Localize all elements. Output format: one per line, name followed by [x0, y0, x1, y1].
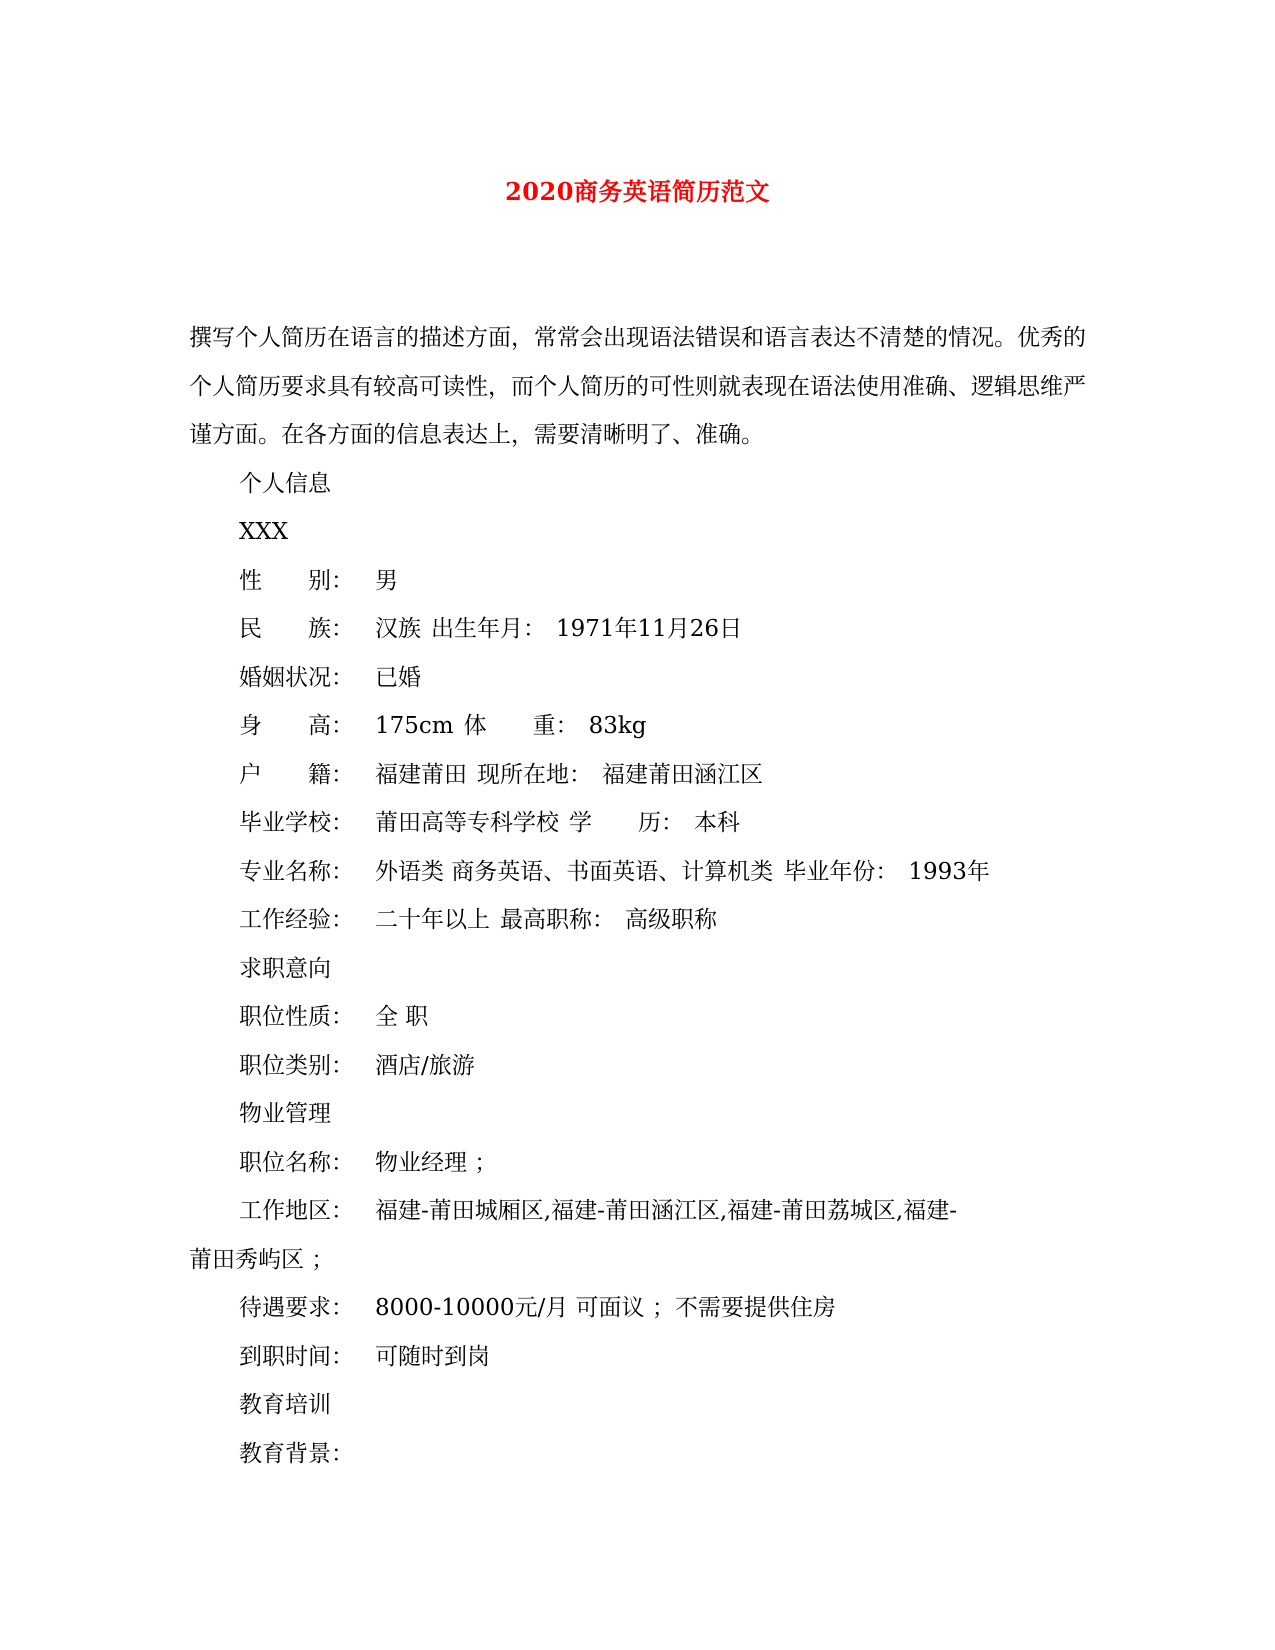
field-label: 毕业学校：: [239, 810, 354, 836]
field-label: 职位名称：: [239, 1149, 354, 1176]
field-label: 职位性质：: [239, 1004, 354, 1030]
field-marital: [189, 654, 1094, 703]
field-value: 福建莆田涵江区: [602, 761, 763, 788]
field-value: 福建-莆田城厢区,福建-莆田涵江区,福建-莆田荔城区,福建-: [375, 1198, 958, 1224]
job-category-extra: 物业管理: [239, 1101, 331, 1127]
field-value: 酒店/旅游: [375, 1052, 475, 1079]
field-value: 1993年: [908, 858, 990, 885]
field-school-degree: [189, 799, 1094, 848]
field-label: 待遇要求：: [239, 1295, 354, 1321]
field-value: 男: [375, 567, 398, 594]
field-experience-title: [189, 896, 1094, 945]
section-heading-intent: 求职意向: [239, 955, 331, 982]
field-height-weight: [189, 702, 1094, 751]
field-value: 1971年11月26日: [556, 616, 743, 642]
field-value: 8000-10000元/月 可面议 ；不需要提供住房: [375, 1295, 836, 1321]
field-value: 本科: [694, 810, 740, 836]
field-label: 最高职称：: [500, 907, 615, 933]
work-area-continuation: 莆田秀屿区 ；: [189, 1246, 335, 1273]
field-value: 物业经理 ；: [375, 1149, 498, 1176]
field-label: 工作地区：: [239, 1198, 354, 1224]
field-salary: [189, 1284, 1094, 1333]
field-value: 高级职称: [625, 907, 717, 933]
field-value: 175cm: [375, 713, 454, 739]
section-heading-education: 教育培训: [239, 1392, 331, 1418]
field-job-title: [189, 1139, 1094, 1188]
document-body: [189, 314, 1094, 1478]
field-value: 二十年以上: [375, 907, 490, 933]
field-label: 婚姻状况：: [239, 664, 354, 691]
field-label: 毕业年份：: [783, 858, 899, 885]
field-label: 民 族：: [239, 616, 354, 642]
field-value: 83kg: [588, 713, 647, 739]
field-value: 可随时到岗: [375, 1343, 490, 1370]
field-hukou-location: [189, 751, 1094, 800]
field-value: 莆田高等专科学校: [375, 810, 559, 836]
document-title: 2020商务英语简历范文: [505, 177, 770, 206]
field-label: 教育背景：: [239, 1440, 354, 1467]
field-value: 外语类 商务英语、书面英语、计算机类: [375, 858, 774, 885]
field-value: 已婚: [375, 664, 421, 691]
field-label: 现所在地：: [477, 761, 592, 788]
field-value: 福建莆田: [375, 761, 467, 788]
field-label: 专业名称：: [239, 858, 354, 885]
field-label: 工作经验：: [239, 907, 354, 933]
field-gender: [189, 557, 1094, 606]
field-education-background: [189, 1430, 1094, 1479]
field-work-area: [189, 1187, 1094, 1236]
field-major-gradyear: [189, 848, 1094, 897]
field-ethnicity-birth: [189, 605, 1094, 654]
field-job-nature: [189, 993, 1094, 1042]
field-label: 身 高：: [239, 713, 354, 739]
intro-paragraph: 撰写个人简历在语言的描述方面，常常会出现语法错误和语言表达不清楚的情况。优秀的个人简历要求具有较高可读性，而个人简历的可性则就表现在语法使用准确、逻辑思维严谨方面。在各方面的信息表达上，需要清晰明了、准确。: [189, 325, 1086, 448]
candidate-name: XXX: [239, 519, 289, 545]
field-value: 汉族: [375, 616, 421, 642]
field-label: 出生年月：: [431, 616, 546, 642]
field-start-time: [189, 1333, 1094, 1382]
field-job-category: [189, 1042, 1094, 1091]
section-heading-personal: 个人信息: [239, 470, 331, 497]
field-label: 到职时间：: [239, 1343, 354, 1370]
field-label: 性 别：: [239, 567, 354, 594]
field-label: 户 籍：: [239, 761, 354, 788]
field-label: 体 重：: [463, 713, 579, 739]
field-label: 学 历：: [569, 810, 684, 836]
field-label: 职位类别：: [239, 1052, 354, 1079]
field-value: 全 职: [375, 1004, 429, 1030]
